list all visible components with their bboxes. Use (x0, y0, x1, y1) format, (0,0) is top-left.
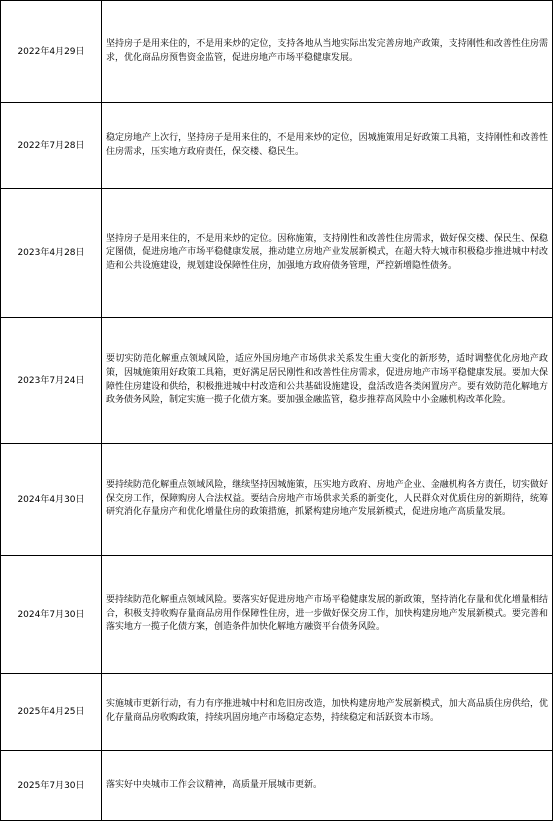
row-text: 要切实防范化解重点领域风险，适应外国房地产市场供求关系发生重大变化的新形势，适时调整优化房地产政策，因城施策用好政策工具箱，更好满足居民刚性和改善性住房需求，促进房地产市场平稳健康发展。要加大保障性住房建设和供给，积极推进城中村改造和公共基础设施建设，盘活改造各类闲置房产。要有效防范化解地方政务债务风险，制定实施一揽子化债方案。要加强金融监管，稳步推荐高风险中小金融机构改革化险。 (102, 318, 553, 444)
table-row (1, 189, 553, 318)
table-row (1, 556, 553, 674)
row-date: 2023年7月24日 (1, 318, 102, 444)
row-text: 落实好中央城市工作会议精神，高质量开展城市更新。 (102, 751, 553, 821)
row-text: 坚持房子是用来住的，不是用来炒的定位，支持各地从当地实际出发完善房地产政策，支持刚性和改善性住房需求，优化商品房预售资金监管，促进房地产市场平稳健康发展。 (102, 1, 553, 103)
table-row (1, 318, 553, 444)
row-text: 实施城市更新行动，有力有序推进城中村和危旧房改造，加快构建房地产发展新模式，加大高品质住房供给，优化存量商品房收购政策，持续巩固房地产市场稳定态势，持续稳定和活跃资本市场。 (102, 674, 553, 751)
row-date: 2025年4月25日 (1, 674, 102, 751)
row-date: 2023年4月28日 (1, 189, 102, 318)
table-row (1, 103, 553, 189)
row-text: 要持续防范化解重点领域风险。要落实好促进房地产市场平稳健康发展的新政策，坚持消化存量和优化增量相结合，积极支持收购存量商品房用作保障性住房，进一步做好保交房工作，加快构建房地产发展新模式。要完善和落实地方一揽子化债方案，创造条件加快化解地方融资平台债务风险。 (102, 556, 553, 674)
row-date: 2022年4月29日 (1, 1, 102, 103)
row-text: 坚持房子是用来住的，不是用来炒的定位。因称施策，支持刚性和改善性住房需求，做好保交楼、保民生、保稳定图债，促进房地产市场平稳健康发展，推动建立房地产业发展新模式，在超大特大城市积极稳步推进城中村改造和公共设施建设，规划建设保障性住房，加强地方政府债务管理，严控新增隐性债务。 (102, 189, 553, 318)
table-row (1, 751, 553, 821)
table-row (1, 674, 553, 751)
row-date: 2022年7月28日 (1, 103, 102, 189)
table-row (1, 444, 553, 556)
row-text: 稳定房地产上次行，坚持房子是用来住的，不是用来炒的定位，因城施策用足好政策工具箱，支持刚性和改善性住房需求，压实地方政府责任，保交楼、稳民生。 (102, 103, 553, 189)
row-text: 要持续防范化解重点领域风险，继续坚持因城施策，压实地方政府、房地产企业、金融机构各方责任，切实做好保交房工作，保障购房人合法权益。要结合房地产市场供求关系的新变化，人民群众对优质住房的新期待，统筹研究消化存量房产和优化增量住房的政策措施，抓紧构建房地产发展新模式，促进房地产高质量发展。 (102, 444, 553, 556)
row-date: 2024年4月30日 (1, 444, 102, 556)
row-date: 2024年7月30日 (1, 556, 102, 674)
row-date: 2025年7月30日 (1, 751, 102, 821)
table-row (1, 1, 553, 103)
